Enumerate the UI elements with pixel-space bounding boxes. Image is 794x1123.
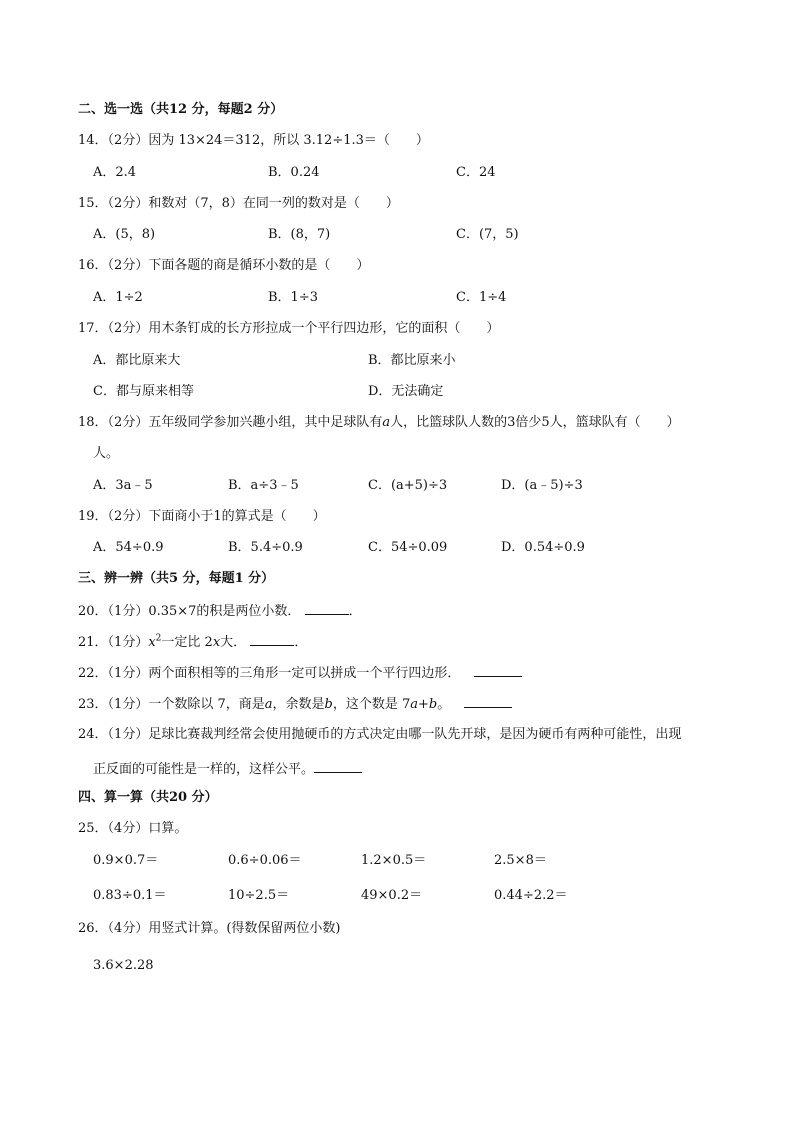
q17-option-b: B．都比原来小: [368, 353, 456, 368]
q21-prefix: 21．（1分）: [78, 635, 149, 650]
oral-calc-6: 10÷2.5＝: [228, 888, 290, 903]
q15-option-c: C．(7，5): [456, 227, 519, 242]
question-21: [78, 633, 307, 651]
question-24-line2: [93, 760, 362, 778]
question-16-stem: 16．（2分）下面各题的商是循环小数的是（ ）: [78, 258, 370, 273]
q22-text: 22．（1分）两个面积相等的三角形一定可以拼成一个平行四边形．: [78, 666, 461, 681]
question-23: [78, 695, 512, 713]
oral-calc-3: 1.2×0.5＝: [361, 853, 427, 868]
q23-prefix: 23．（1分）一个数除以 7，商是: [78, 697, 265, 712]
question-19-stem: 19．（2分）下面商小于1的算式是（ ）: [78, 509, 326, 524]
oral-calc-1: 0.9×0.7＝: [93, 853, 159, 868]
q18-option-b: B．a÷3﹣5: [228, 478, 299, 493]
q15-option-a: A．(5，8): [93, 227, 156, 242]
question-24-line1: 24．（1分）足球比赛裁判经常会使用抛硬币的方式决定由哪一队先开球，是因为硬币有两种可能性，出现: [78, 727, 682, 742]
q23-mid: ，余数是: [272, 697, 325, 712]
q24-answer-blank[interactable]: [314, 760, 362, 773]
q23-var-a2: a: [410, 697, 418, 712]
q16-option-b: B．1÷3: [268, 290, 318, 305]
q18-option-a: A．3a﹣5: [93, 478, 153, 493]
q20-answer-blank[interactable]: [305, 602, 349, 615]
q16-option-c: C．1÷4: [456, 290, 507, 305]
section-4-title: 四、算一算（共20 分）: [78, 790, 218, 805]
q21-var-x: x: [148, 635, 156, 650]
oral-calc-5: 0.83÷0.1＝: [93, 888, 167, 903]
q14-option-b: B．0.24: [268, 165, 320, 180]
q23-answer-blank[interactable]: [464, 695, 512, 708]
vertical-calc-1: 3.6×2.28: [93, 958, 154, 973]
oral-calc-2: 0.6÷0.06＝: [228, 853, 302, 868]
q21-mid: 一定比 2: [161, 635, 213, 650]
q23-var-b2: b: [428, 697, 438, 712]
q23-var-a: a: [264, 697, 273, 712]
q14-option-a: A．2.4: [93, 165, 137, 180]
oral-calc-8: 0.44÷2.2＝: [494, 888, 568, 903]
q21-var-x2: x: [212, 635, 221, 650]
q19-option-c: C．54÷0.09: [368, 540, 448, 555]
question-17-stem: 17．（2分）用木条钉成的长方形拉成一个平行四边形，它的面积（ ）: [78, 321, 500, 336]
q17-option-c: C．都与原来相等: [93, 384, 194, 399]
q19-option-b: B．5.4÷0.9: [228, 540, 303, 555]
question-26: 26．（4分）用竖式计算。(得数保留两位小数): [78, 921, 341, 936]
q19-option-a: A．54÷0.9: [93, 540, 164, 555]
q14-option-c: C．24: [456, 165, 496, 180]
q21-exponent: 2: [155, 633, 162, 644]
oral-calc-4: 2.5×8＝: [494, 853, 547, 868]
q22-answer-blank[interactable]: [474, 664, 522, 677]
q18-stem-line2: 人。: [93, 446, 120, 461]
q21-end: ．: [294, 635, 308, 650]
section-3-title: 三、辨一辨（共5 分，每题1 分）: [78, 571, 275, 586]
oral-calc-7: 49×0.2＝: [361, 888, 423, 903]
question-25: 25．（4分）口算。: [78, 821, 188, 836]
question-18-stem: [78, 415, 680, 431]
q16-option-a: A．1÷2: [93, 290, 143, 305]
q18-stem-part1: 18．（2分）五年级同学参加兴趣小组，其中足球队有: [78, 415, 383, 430]
q23-mid2: ，这个数是 7: [332, 697, 411, 712]
q23-var-b: b: [324, 697, 333, 712]
q23-end: 。: [437, 697, 451, 712]
q21-suffix: 大．: [220, 635, 247, 650]
q23-plus: +: [418, 697, 429, 712]
question-22: [78, 664, 522, 682]
question-20: [78, 602, 362, 620]
q17-option-a: A．都比原来大: [93, 353, 181, 368]
q18-option-d: D．(a﹣5)÷3: [501, 478, 583, 493]
q18-option-c: C．(a+5)÷3: [368, 478, 448, 493]
q18-stem-part2: 人，比篮球队人数的3倍少5人，篮球队有（ ）: [390, 415, 680, 430]
q15-option-b: B．(8，7): [268, 227, 331, 242]
q17-option-d: D．无法确定: [368, 384, 444, 399]
q18-variable-a: a: [382, 415, 391, 430]
section-2-title: 二、选一选（共12 分，每题2 分）: [78, 102, 284, 117]
q21-answer-blank[interactable]: [250, 633, 294, 646]
question-14-stem: 14．（2分）因为 13×24＝312，所以 3.12÷1.3＝（ ）: [78, 133, 429, 148]
q24-line2-text: 正反面的可能性是一样的，这样公平。: [93, 762, 315, 777]
q19-option-d: D．0.54÷0.9: [501, 540, 585, 555]
question-15-stem: 15．（2分）和数对（7，8）在同一列的数对是（ ）: [78, 196, 399, 211]
q20-text: 20．（1分）0.35×7的积是两位小数．: [78, 604, 301, 619]
q20-end: ．: [348, 604, 362, 619]
